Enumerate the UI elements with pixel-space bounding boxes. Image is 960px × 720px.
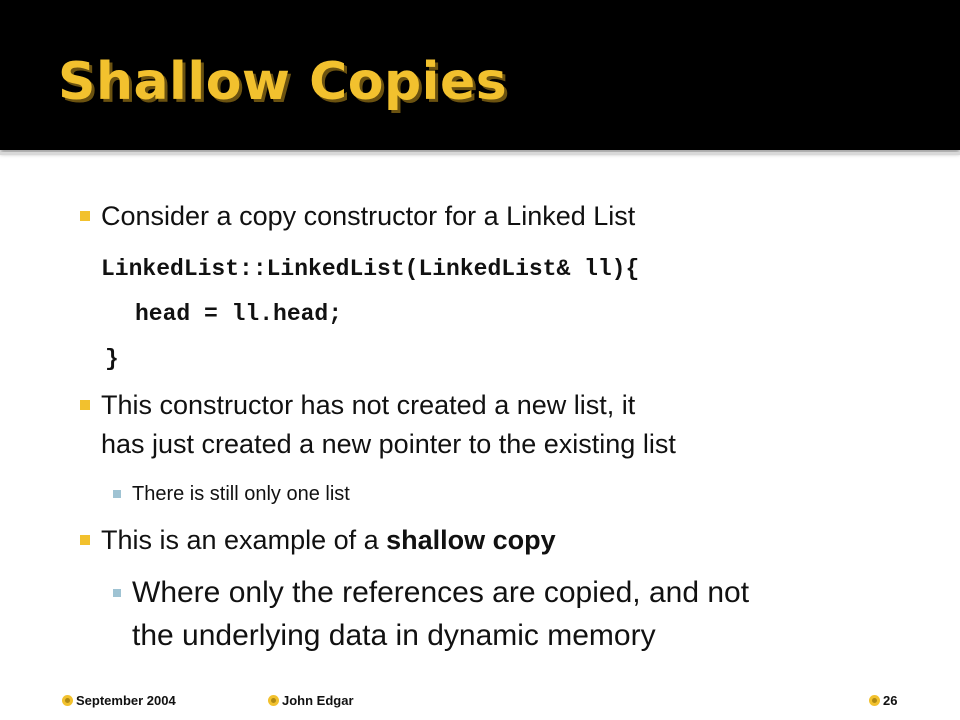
bullet-icon xyxy=(80,400,90,410)
bullet-icon xyxy=(80,211,90,221)
title-bar xyxy=(0,0,960,150)
sub-bullet-icon xyxy=(113,490,121,498)
footer-page-text: 26 xyxy=(883,692,898,708)
sub-bullet-icon xyxy=(113,589,121,597)
sub-bullet-one-list: There is still only one list xyxy=(132,483,350,505)
bullet-constructor-line-2: has just created a new pointer to the existing list xyxy=(101,429,676,459)
code-line-3: } xyxy=(105,346,119,372)
footer-author-text: John Edgar xyxy=(282,692,354,708)
sub-bullet-references-line-1: Where only the references are copied, and not xyxy=(132,576,750,609)
title-divider xyxy=(0,152,960,155)
code-line-1: LinkedList::LinkedList(LinkedList& ll){ xyxy=(101,256,640,282)
bullet-shallow-copy xyxy=(101,522,556,558)
bullet-shallow-copy-term: shallow copy xyxy=(386,525,556,555)
bullet-icon xyxy=(80,535,90,545)
footer-date xyxy=(62,690,176,710)
bullet-constructor-line-1: This constructor has not created a new list, it xyxy=(101,390,636,420)
sub-bullet-references-line-2: the underlying data in dynamic memory xyxy=(132,619,656,652)
footer-bullet-icon xyxy=(62,695,73,706)
footer-date-text: September 2004 xyxy=(76,692,176,708)
slide-title: Shallow Copies xyxy=(58,52,508,112)
bullet-shallow-copy-text: This is an example of a xyxy=(101,525,387,555)
footer-page-number xyxy=(869,690,897,710)
bullet-copy-constructor: Consider a copy constructor for a Linked List xyxy=(101,201,636,231)
footer-author xyxy=(268,690,354,710)
footer-bullet-icon xyxy=(869,695,880,706)
code-line-2: head = ll.head; xyxy=(135,301,343,327)
footer-bullet-icon xyxy=(268,695,279,706)
